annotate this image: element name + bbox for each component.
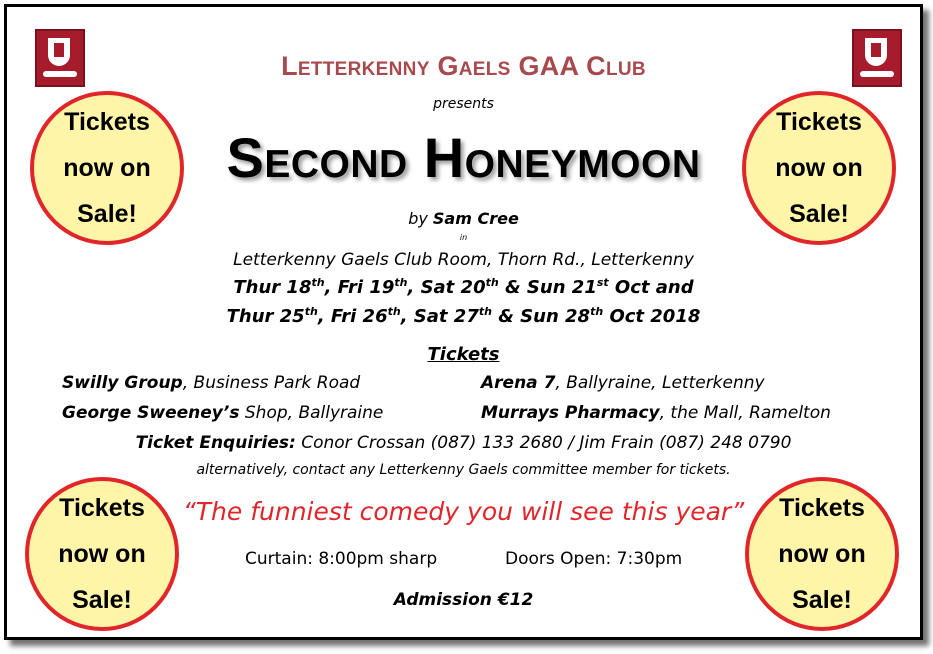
author-name: Sam Cree [432, 209, 519, 228]
ticket-outlet: Murrays Pharmacy, the Mall, Ramelton [481, 403, 831, 423]
alternative-contact: alternatively, contact any Letterkenny Gaels committee member for tickets. [196, 462, 731, 478]
presents-label: presents [433, 96, 494, 112]
ticket-enquiries: Ticket Enquiries: Conor Crossan (087) 133 2680 / Jim Frain (087) 248 0790 [135, 433, 792, 453]
tickets-on-sale-badge: Tickets now on Sale! [25, 477, 179, 631]
by-prefix: by [408, 209, 428, 228]
tickets-on-sale-badge: Tickets now on Sale! [745, 477, 899, 631]
tagline-quote: “The funniest comedy you will see this year” [182, 497, 745, 526]
club-name: Letterkenny Gaels GAA Club [281, 51, 646, 81]
tickets-on-sale-badge: Tickets now on Sale! [742, 91, 896, 245]
poster-frame [4, 4, 923, 640]
venue: Letterkenny Gaels Club Room, Thorn Rd., Letterkenny [233, 250, 694, 270]
admission-price: Admission €12 [393, 590, 534, 610]
in-label: in [459, 233, 468, 242]
play-title: Second Honeymoon [226, 126, 701, 189]
dates-line-1: Thur 18th, Fri 19th, Sat 20th & Sun 21st Oct and [233, 276, 694, 298]
ticket-outlet: George Sweeney’s Shop, Ballyraine [62, 403, 384, 423]
dates-line-2: Thur 25th, Fri 26th, Sat 27th & Sun 28th Oct 2018 [226, 305, 701, 327]
tickets-heading: Tickets [427, 344, 500, 365]
ticket-outlet: Arena 7, Ballyraine, Letterkenny [481, 373, 765, 393]
tickets-on-sale-badge: Tickets now on Sale! [30, 91, 184, 245]
curtain-time: Curtain: 8:00pm sharp [245, 549, 438, 569]
doors-open-time: Doors Open: 7:30pm [505, 549, 683, 569]
ticket-outlet: Swilly Group, Business Park Road [62, 373, 361, 393]
